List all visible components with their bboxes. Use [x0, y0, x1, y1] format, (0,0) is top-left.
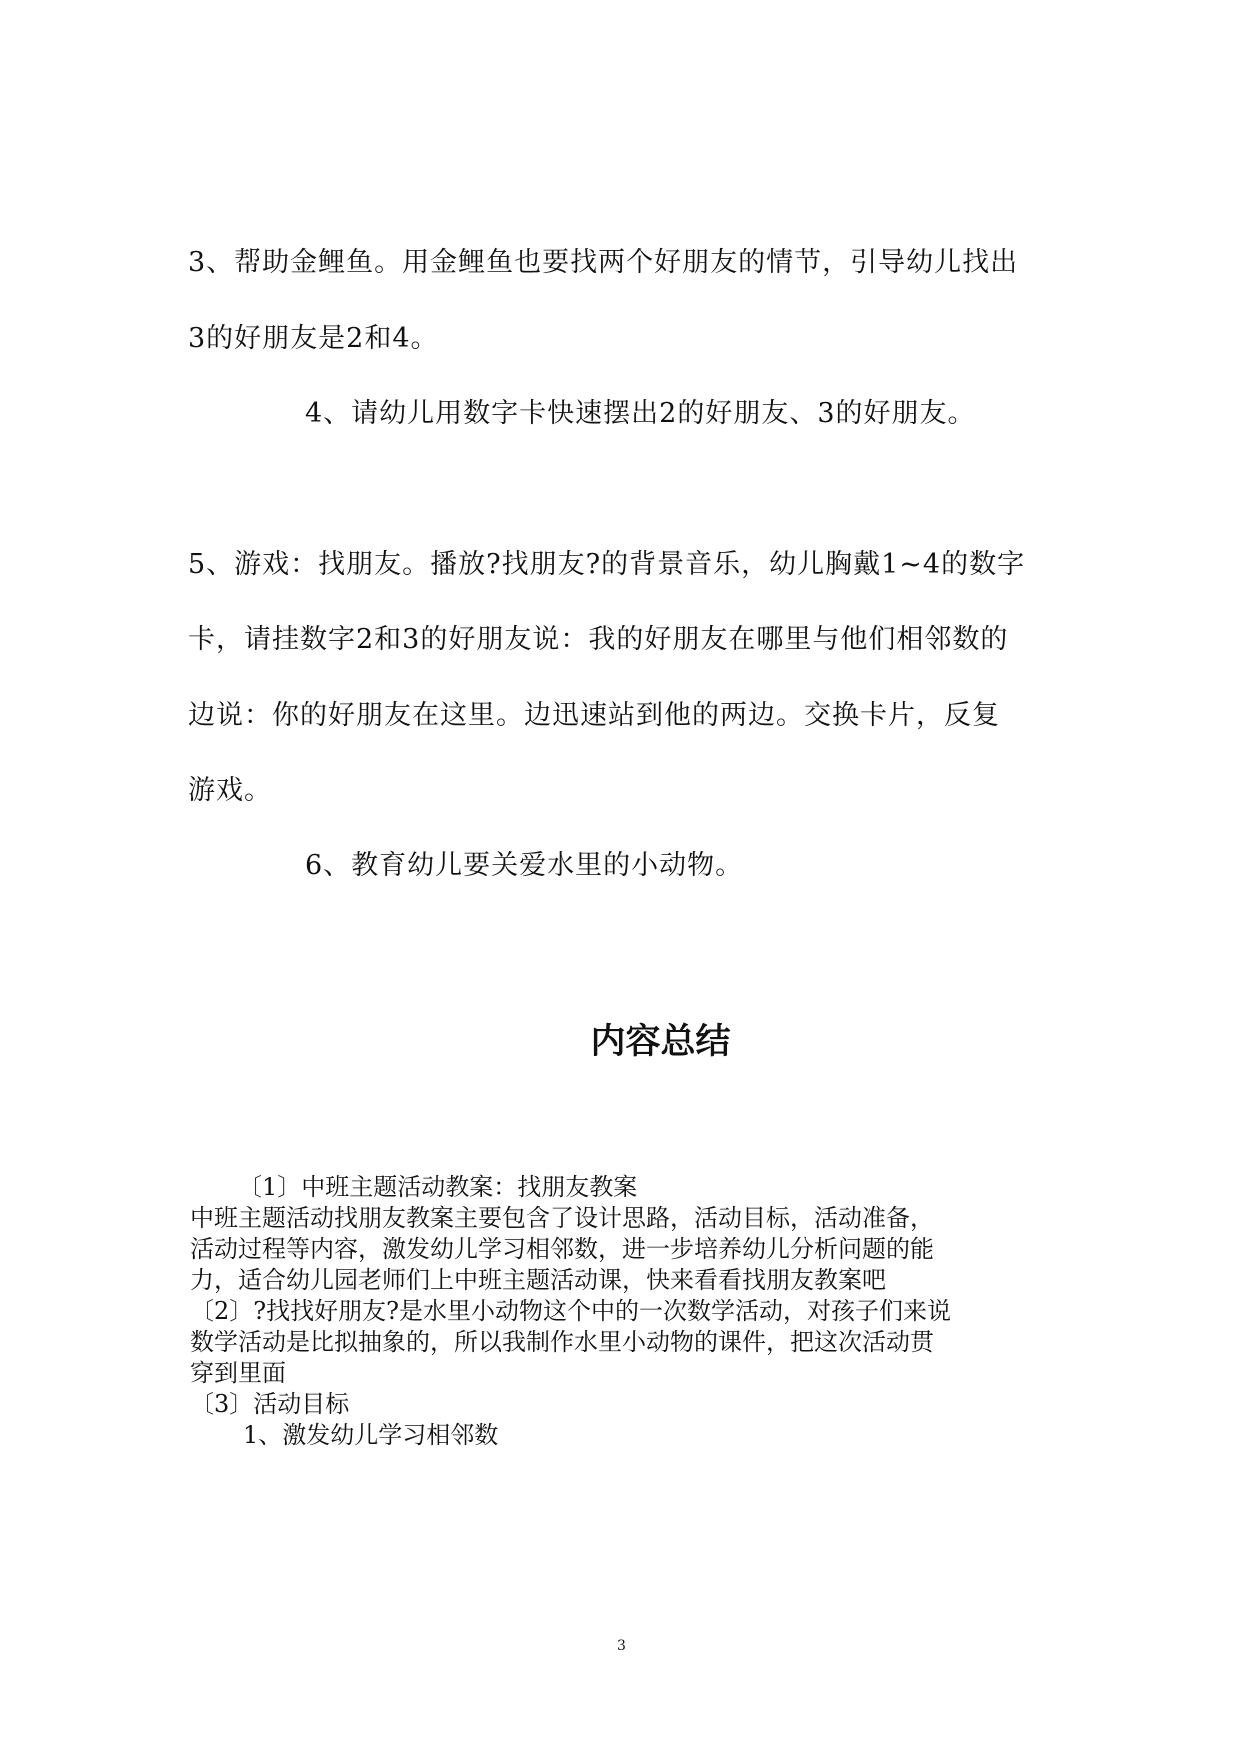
page-number: 3 — [617, 1638, 626, 1654]
summary-item-3-title: 〔3〕活动目标 — [190, 1390, 350, 1418]
summary-item-1-line-1: 中班主题活动找朋友教案主要包含了设计思路，活动目标，活动准备， — [190, 1204, 934, 1232]
step-3-line-1: 3、帮助金鲤鱼。用金鲤鱼也要找两个好朋友的情节，引导幼儿找出 — [188, 247, 1019, 278]
summary-item-1-title: 〔1〕中班主题活动教案：找朋友教案 — [238, 1173, 638, 1201]
step-5-line-1: 5、游戏：找朋友。播放?找朋友?的背景音乐，幼儿胸戴1~4的数字 — [188, 549, 1026, 580]
step-5-line-2: 卡，请挂数字2和3的好朋友说：我的好朋友在哪里与他们相邻数的 — [188, 624, 1009, 655]
step-5-line-3: 边说：你的好朋友在这里。边迅速站到他的两边。交换卡片，反复 — [188, 700, 1000, 731]
summary-item-3-line-1: 1、激发幼儿学习相邻数 — [243, 1421, 499, 1449]
step-4: 4、请幼儿用数字卡快速摆出2的好朋友、3的好朋友。 — [305, 398, 976, 429]
summary-item-2-line-2: 数学活动是比拟抽象的，所以我制作水里小动物的课件，把这次活动贯 — [190, 1328, 934, 1356]
summary-item-2-line-3: 穿到里面 — [190, 1359, 286, 1387]
summary-item-1-line-2: 活动过程等内容，激发幼儿学习相邻数，进一步培养幼儿分析问题的能 — [190, 1235, 934, 1263]
summary-item-1-line-3: 力，适合幼儿园老师们上中班主题活动课，快来看看找朋友教案吧 — [190, 1266, 886, 1294]
step-3-line-2: 3的好朋友是2和4。 — [188, 323, 439, 354]
summary-heading: 内容总结 — [590, 1022, 731, 1063]
summary-item-2-line-1: 〔2〕?找找好朋友?是水里小动物这个中的一次数学活动，对孩子们来说 — [190, 1297, 952, 1325]
step-6: 6、教育幼儿要关爱水里的小动物。 — [305, 850, 744, 881]
step-5-line-4: 游戏。 — [188, 775, 272, 806]
